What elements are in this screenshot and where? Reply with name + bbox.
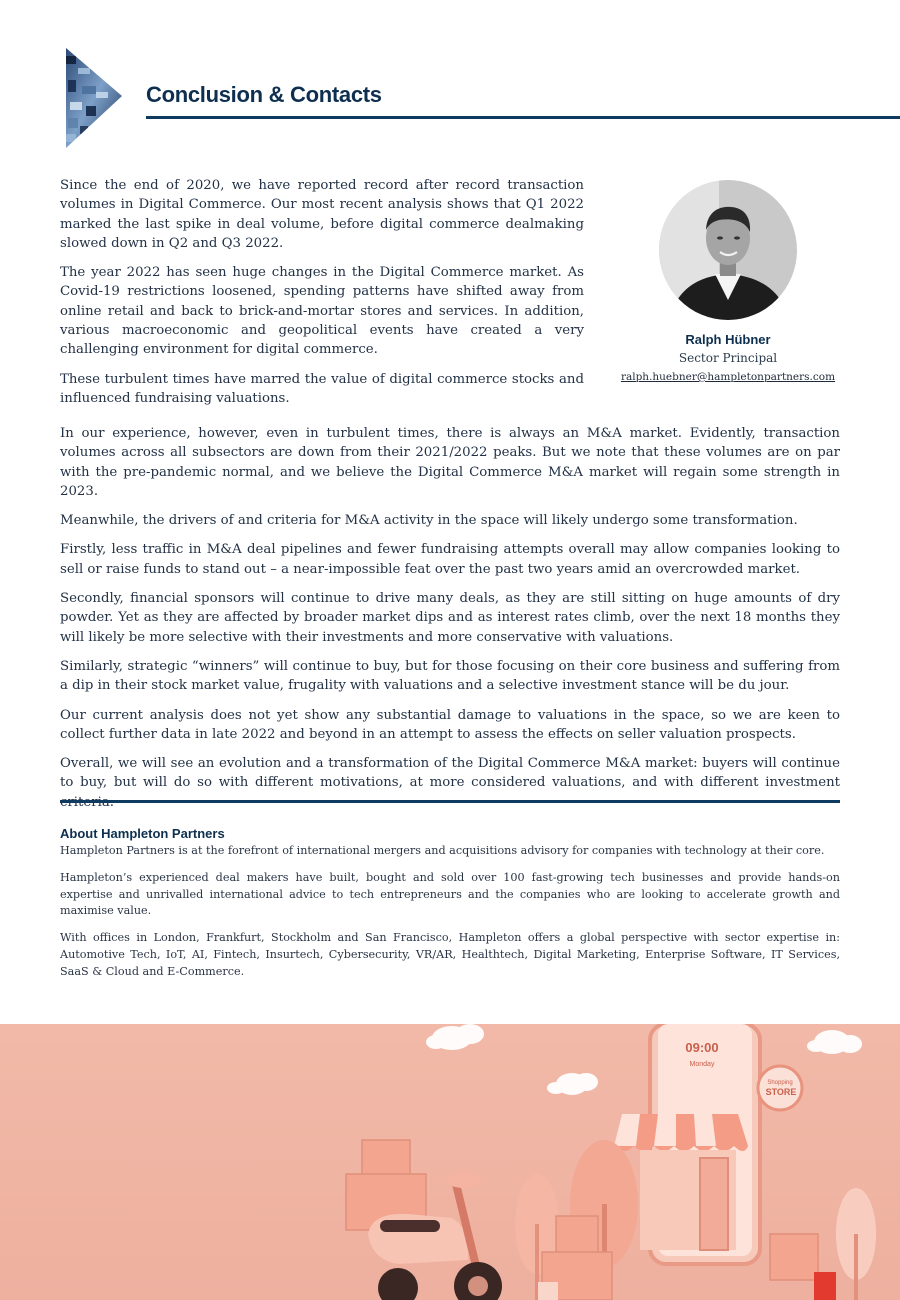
page-title: Conclusion & Contacts <box>146 82 382 107</box>
body-paragraph: Meanwhile, the drivers of and criteria for M&A activity in the space will likely undergo some transformation. <box>60 513 798 529</box>
store-sign-top: Shopping <box>767 1080 793 1086</box>
body-text <box>60 424 840 822</box>
title-underline <box>146 116 900 119</box>
store-awning <box>614 1114 748 1151</box>
about-paragraph: With offices in London, Frankfurt, Stockholm and San Francisco, Hampleton offers a global perspective with sector expertise in: Automotive Tech, IoT, AI, Fintech, Insurtech, Cybersecurity, VR/AR, Healthtech, Digital Marketing, Enterprise Software, IT Services, SaaS & Cloud and E-Commerce. <box>60 931 840 978</box>
body-paragraph: Similarly, strategic “winners” will continue to buy, but for those focusing on their core business and suffering from a dip in their stock market value, frugality with valuations and a selective investment stance will be du jour. <box>60 658 840 694</box>
body-paragraph: Our current analysis does not yet show any substantial damage to valuations in the space, so we are keen to collect further data in late 2022 and beyond in an attempt to assess the effects on seller valuation prospects. <box>60 707 840 742</box>
intro-paragraph: Since the end of 2020, we have reported record after record transaction volumes in Digital Commerce. Our most recent analysis shows that Q1 2022 marked the last spike in deal volume, before digital commerce dealmaking slowed down in Q2 and Q3 2022. <box>60 178 584 251</box>
intro-paragraph: The year 2022 has seen huge changes in the Digital Commerce market. As Covid-19 restrictions loosened, spending patterns have shifted away from online retail and back to brick-and-mortar stores and services. In addition, various macroeconomic and geopolitical events have created a very challenging environment for digital commerce. <box>60 265 584 358</box>
phone-clock-day: Monday <box>689 1061 715 1068</box>
body-paragraph: Secondly, financial sponsors will continue to drive many deals, as they are still sitting on huge amounts of dry powder. Yet as they are affected by broader market dips and as interest rates climb, over the next 18 months they will likely be more selective with their investments and more conservative with valuations. <box>60 591 840 645</box>
contact-photo <box>659 180 797 320</box>
phone-clock-time: 09:00 <box>685 1040 719 1055</box>
about-paragraph: Hampleton Partners is at the forefront of international mergers and acquisitions advisory for companies with technology at their core. <box>60 844 825 857</box>
section-divider <box>60 800 840 803</box>
hampleton-logo <box>60 46 126 150</box>
body-paragraph: Firstly, less traffic in M&A deal pipelines and fewer fundraising attempts overall may allow companies looking to sell or raise funds to stand out – a near-impossible feat over the past two years amid an overcrowded market. <box>60 542 840 577</box>
contact-name: Ralph Hübner <box>685 332 771 347</box>
store-sign-bottom: STORE <box>765 1087 797 1097</box>
contact-card <box>620 180 836 384</box>
body-paragraph: Overall, we will see an evolution and a transformation of the Digital Commerce M&A market: buyers will continue to buy, but will do so with different motivations, at more considered valuations, and with different investment <box>60 756 840 791</box>
about-title: About Hampleton Partners <box>60 826 225 841</box>
body-paragraph: In our experience, however, even in turbulent times, there is always an M&A market. Evidently, transaction volumes across all subsectors are down from their 2021/2022 peaks. But we note that these volumes are on par with the pre-pandemic normal, and we believe the Digital Commerce M&A market will regain some strength in 2023. <box>60 426 840 499</box>
intro-paragraph: These turbulent times have marred the value of digital commerce stocks and influenced fundraising valuations. <box>60 371 584 406</box>
ecommerce-illustration <box>0 1024 900 1300</box>
intro-text <box>60 176 584 418</box>
about-paragraph: Hampleton’s experienced deal makers have built, bought and sold over 100 fast-growing tech businesses and provide hands-on expertise and unrivalled international advice to tech entrepreneurs and the companies who are looking to accelerate growth and maximise value. <box>60 870 840 918</box>
contact-role: Sector Principal <box>678 351 778 365</box>
about-section <box>60 826 840 991</box>
contact-email-link[interactable]: ralph.huebner@hampletonpartners.com <box>620 371 836 383</box>
